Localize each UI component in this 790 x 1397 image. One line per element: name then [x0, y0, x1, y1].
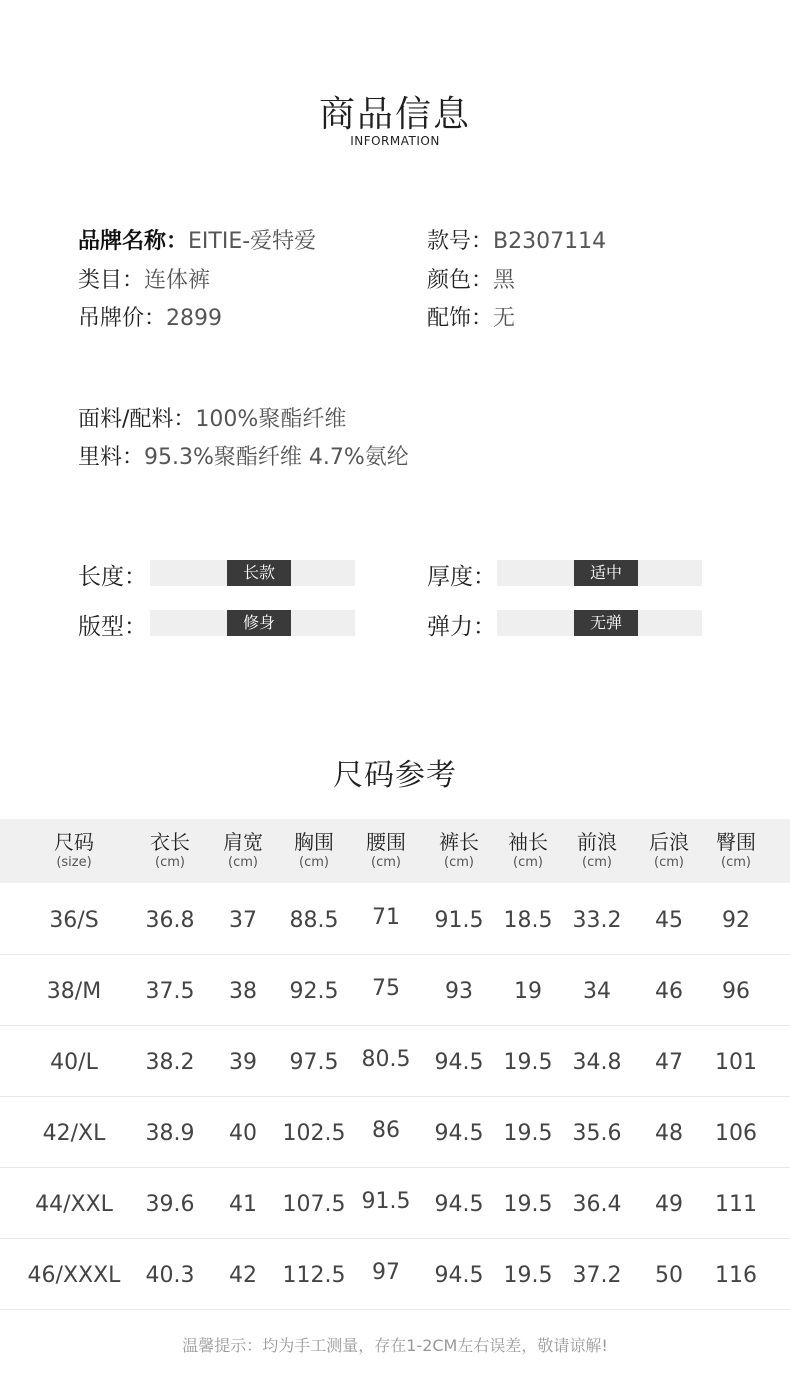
table-cell: 92.5	[289, 979, 339, 1004]
table-header-cell	[54, 829, 94, 871]
table-cell: 96	[722, 979, 750, 1004]
accessory-value: 无	[493, 306, 516, 331]
table-cell: 40/L	[50, 1050, 98, 1075]
category-label: 类目：	[78, 268, 145, 293]
header-name: 腰围	[366, 830, 406, 854]
color-row	[427, 263, 515, 294]
thickness-tag: 适中	[574, 560, 638, 586]
table-header-cell	[508, 829, 548, 871]
table-cell: 97.5	[289, 1050, 339, 1075]
size-table-header	[0, 819, 790, 883]
table-cell: 35.6	[572, 1121, 622, 1146]
header-unit: (cm)	[299, 855, 329, 870]
table-cell: 111	[715, 1192, 757, 1217]
table-cell: 94.5	[434, 1263, 484, 1288]
table-cell: 42	[229, 1263, 257, 1288]
header-unit: (size)	[56, 855, 92, 870]
style-no-label: 款号：	[427, 229, 494, 254]
brand-label: 品牌名称：	[78, 229, 189, 254]
color-value: 黑	[493, 268, 516, 293]
table-cell: 19.5	[503, 1050, 553, 1075]
table-header-cell	[439, 829, 479, 871]
table-cell: 19.5	[503, 1263, 553, 1288]
table-cell: 94.5	[434, 1121, 484, 1146]
table-cell: 36.8	[145, 908, 195, 933]
table-cell: 38/M	[46, 979, 102, 1004]
table-cell: 36.4	[572, 1192, 622, 1217]
table-cell: 38.2	[145, 1050, 195, 1075]
table-cell: 39	[229, 1050, 257, 1075]
table-cell: 93	[445, 979, 473, 1004]
table-header-cell	[649, 829, 689, 871]
table-cell: 45	[655, 908, 683, 933]
category-row	[78, 263, 210, 294]
style-no-row	[427, 224, 606, 255]
size-chart-title: 尺码参考	[333, 758, 457, 793]
header-unit: (cm)	[371, 855, 401, 870]
table-cell: 44/XXL	[35, 1192, 113, 1217]
table-cell: 107.5	[282, 1192, 346, 1217]
table-cell: 19.5	[503, 1121, 553, 1146]
header-name: 袖长	[508, 830, 548, 854]
header-unit: (cm)	[654, 855, 684, 870]
table-cell: 40.3	[145, 1263, 195, 1288]
table-cell: 112.5	[282, 1263, 346, 1288]
table-cell: 102.5	[282, 1121, 346, 1146]
fit-scale	[150, 610, 355, 636]
table-cell: 40	[229, 1121, 257, 1146]
table-cell: 19.5	[503, 1192, 553, 1217]
page-title: 商品信息	[318, 94, 471, 135]
table-cell: 116	[715, 1263, 757, 1288]
header-unit: (cm)	[444, 855, 474, 870]
length-scale	[150, 560, 355, 586]
lining-row	[78, 440, 409, 471]
color-label: 颜色：	[427, 268, 494, 293]
table-cell: 37.5	[145, 979, 195, 1004]
fabric-row	[78, 402, 346, 433]
table-cell: 41	[229, 1192, 257, 1217]
table-cell: 48	[655, 1121, 683, 1146]
table-cell: 101	[715, 1050, 757, 1075]
table-cell: 91.5	[434, 908, 484, 933]
header-name: 肩宽	[223, 830, 263, 854]
table-header-cell	[294, 829, 334, 871]
page-subtitle: INFORMATION	[350, 134, 440, 148]
price-value: 2899	[166, 306, 223, 331]
table-cell: 46/XXXL	[27, 1263, 121, 1288]
table-row	[0, 1097, 790, 1168]
stretch-tag: 无弹	[574, 610, 638, 636]
table-row	[0, 884, 790, 955]
table-header-cell	[577, 829, 617, 871]
table-row	[0, 1026, 790, 1097]
table-row	[0, 1168, 790, 1239]
lining-value: 95.3%聚酯纤维 4.7%氨纶	[144, 445, 409, 470]
brand-row	[78, 224, 316, 255]
table-cell: 71	[372, 905, 400, 930]
measurement-note: 温馨提示：均为手工测量，存在1-2CM左右误差，敬请谅解!	[182, 1336, 608, 1355]
brand-value: EITIE-爱特爱	[188, 229, 317, 254]
table-header-cell	[150, 829, 190, 871]
lining-label: 里料：	[78, 445, 145, 470]
table-cell: 94.5	[434, 1192, 484, 1217]
header-unit: (cm)	[721, 855, 751, 870]
header-name: 胸围	[294, 830, 334, 854]
category-value: 连体裤	[144, 268, 211, 293]
fabric-value: 100%聚酯纤维	[195, 407, 347, 432]
style-no-value: B2307114	[493, 229, 607, 254]
table-cell: 38	[229, 979, 257, 1004]
header-name: 裤长	[439, 830, 479, 854]
accessory-label: 配饰：	[427, 306, 494, 331]
table-header-cell	[366, 829, 406, 871]
length-tag: 长款	[227, 560, 291, 586]
table-cell: 36/S	[49, 908, 99, 933]
stretch-label: 弹力：	[427, 614, 496, 640]
table-cell: 94.5	[434, 1050, 484, 1075]
table-cell: 37	[229, 908, 257, 933]
table-cell: 106	[715, 1121, 757, 1146]
fit-tag: 修身	[227, 610, 291, 636]
thickness-label: 厚度：	[427, 564, 496, 590]
header-unit: (cm)	[155, 855, 185, 870]
price-row	[78, 301, 222, 332]
fabric-label: 面料/配料：	[78, 407, 196, 432]
header-name: 前浪	[577, 830, 617, 854]
table-cell: 18.5	[503, 908, 553, 933]
table-cell: 75	[372, 976, 400, 1001]
table-cell: 46	[655, 979, 683, 1004]
thickness-scale	[497, 560, 702, 586]
header-name: 尺码	[54, 830, 94, 854]
table-cell: 80.5	[361, 1047, 411, 1072]
table-row	[0, 1239, 790, 1310]
table-cell: 47	[655, 1050, 683, 1075]
table-cell: 37.2	[572, 1263, 622, 1288]
header-unit: (cm)	[513, 855, 543, 870]
table-cell: 49	[655, 1192, 683, 1217]
header-name: 后浪	[649, 830, 689, 854]
header-unit: (cm)	[228, 855, 258, 870]
table-cell: 33.2	[572, 908, 622, 933]
header-name: 衣长	[150, 830, 190, 854]
table-cell: 39.6	[145, 1192, 195, 1217]
header-unit: (cm)	[582, 855, 612, 870]
table-cell: 34	[583, 979, 611, 1004]
accessory-row	[427, 301, 515, 332]
price-label: 吊牌价：	[78, 306, 167, 331]
length-label: 长度：	[78, 564, 147, 590]
table-cell: 38.9	[145, 1121, 195, 1146]
table-cell: 50	[655, 1263, 683, 1288]
table-cell: 34.8	[572, 1050, 622, 1075]
table-cell: 19	[514, 979, 542, 1004]
stretch-scale	[497, 610, 702, 636]
table-row	[0, 955, 790, 1026]
table-cell: 92	[722, 908, 750, 933]
table-cell: 42/XL	[42, 1121, 106, 1146]
table-cell: 86	[372, 1118, 400, 1143]
fit-label: 版型：	[78, 614, 147, 640]
table-cell: 88.5	[289, 908, 339, 933]
table-header-cell	[716, 829, 756, 871]
table-header-cell	[223, 829, 263, 871]
table-cell: 97	[372, 1260, 400, 1285]
table-cell: 91.5	[361, 1189, 411, 1214]
header-name: 臀围	[716, 830, 756, 854]
